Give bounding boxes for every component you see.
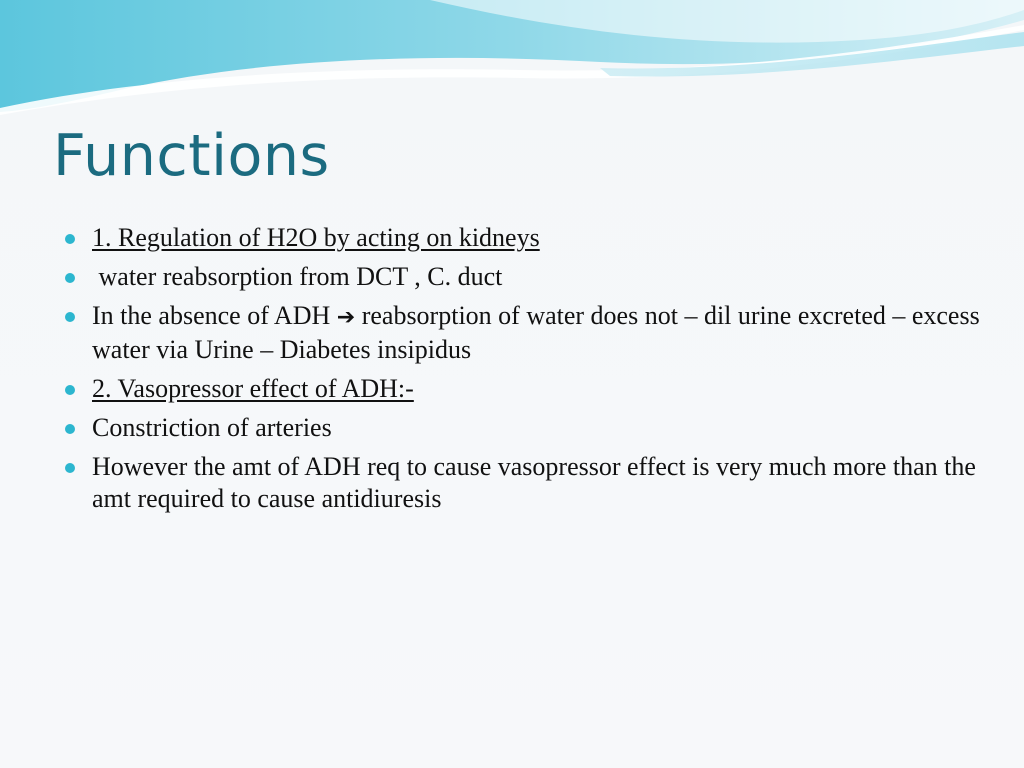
bullet-text	[92, 301, 980, 364]
slide-title: Functions	[53, 123, 330, 189]
bullet-dot-icon	[65, 385, 75, 395]
bullet-text: Constriction of arteries	[92, 413, 332, 442]
bullet-item	[92, 451, 982, 515]
bullet-text: 2. Vasopressor effect of ADH:-	[92, 374, 414, 403]
bullet-item	[92, 261, 982, 293]
bullet-text-before: In the absence of ADH	[92, 301, 337, 330]
bullet-dot-icon	[65, 463, 75, 473]
bullet-text: 1. Regulation of H2O by acting on kidneys	[92, 223, 540, 252]
bullet-dot-icon	[65, 234, 75, 244]
bullet-item	[92, 300, 982, 366]
bullet-list	[92, 222, 982, 522]
bullet-text: water reabsorption from DCT , C. duct	[92, 262, 503, 291]
bullet-text: However the amt of ADH req to cause vasopressor effect is very much more than the amt required to cause antidiuresis	[92, 452, 976, 513]
bullet-dot-icon	[65, 424, 75, 434]
bullet-dot-icon	[65, 273, 75, 283]
bullet-dot-icon	[65, 312, 75, 322]
header-wave-decoration	[0, 0, 1024, 130]
bullet-item	[92, 412, 982, 444]
bullet-item	[92, 222, 982, 254]
bullet-text-after: reabsorption of water does not – dil urine excreted – excess water via Urine – Diabetes insipidus	[92, 301, 980, 364]
arrow-right-icon: ➔	[336, 305, 356, 330]
bullet-item	[92, 373, 982, 405]
